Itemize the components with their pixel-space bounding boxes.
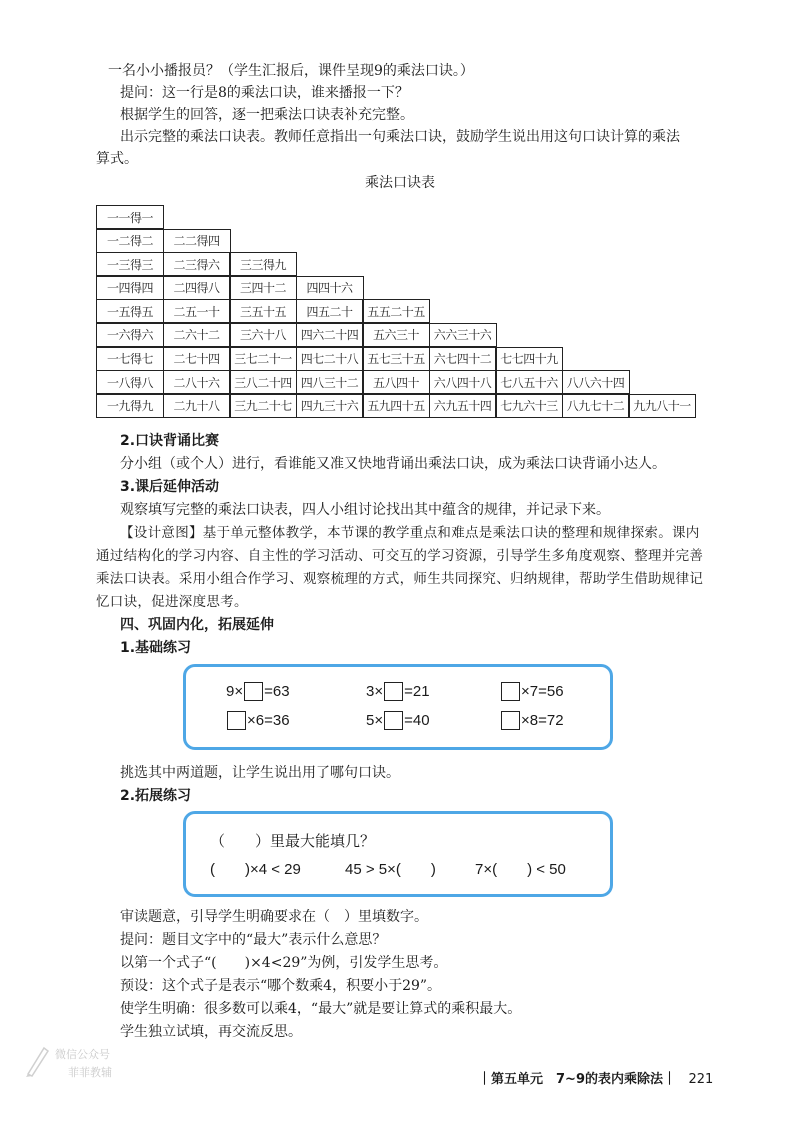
table-cell: 三七二十一 <box>229 347 297 371</box>
table-cell: 四九三十六 <box>296 394 364 418</box>
section-heading: 2.口诀背诵比赛 <box>120 433 220 449</box>
table-cell: 一二得二 <box>96 229 164 253</box>
table-cell: 二二得四 <box>163 229 231 253</box>
paragraph: 提问：这一行是8的乘法口诀，谁来播报一下？ <box>120 85 409 101</box>
answer-box[interactable] <box>384 682 403 701</box>
table-cell: 六九五十四 <box>429 394 497 418</box>
paragraph: 挑选其中两道题，让学生说出用了哪句口诀。 <box>120 765 400 781</box>
exercise-question: （ ）里最大能填几？ <box>210 832 376 850</box>
paragraph: 分小组（或个人）进行，看谁能又准又快地背诵出乘法口诀，成为乘法口诀背诵小达人。 <box>120 456 666 472</box>
table-cell: 一一得一 <box>96 205 164 229</box>
pen-icon <box>24 1044 50 1078</box>
design-intent-line: 忆口诀，促进深度思考。 <box>96 594 248 610</box>
exercise-item: ×7=56 <box>500 682 564 701</box>
table-row <box>96 347 695 371</box>
watermark-line: 微信公众号 <box>55 1048 110 1061</box>
paragraph: 以第一个式子“( )×4<29”为例，引发学生思考。 <box>120 955 448 971</box>
table-row <box>96 276 695 300</box>
subsection-heading: 2.拓展练习 <box>120 788 192 804</box>
table-cell: 三九二十七 <box>229 394 297 418</box>
section-heading: 3.课后延伸活动 <box>120 479 220 495</box>
table-cell: 三八二十四 <box>229 370 297 394</box>
table-cell: 三三得九 <box>229 252 297 276</box>
answer-box[interactable] <box>227 711 246 730</box>
table-row <box>96 205 695 229</box>
table-cell: 二三得六 <box>163 252 231 276</box>
table-cell: 三四十二 <box>229 276 297 300</box>
paragraph: 提问：题目文字中的“最大”表示什么意思？ <box>120 932 387 948</box>
exercise-item: 7×( ) < 50 <box>475 861 566 878</box>
table-row <box>96 370 695 394</box>
table-cell: 七九六十三 <box>495 394 563 418</box>
paragraph: 使学生明确：很多数可以乘4，“最大”就是要让算式的乘积最大。 <box>120 1001 522 1017</box>
paragraph: 观察填写完整的乘法口诀表，四人小组讨论找出其中蕴含的规律，并记录下来。 <box>120 502 610 518</box>
answer-box[interactable] <box>501 711 520 730</box>
table-cell: 四五二十 <box>296 299 364 323</box>
table-cell: 四六二十四 <box>296 323 364 347</box>
table-cell: 五七三十五 <box>362 347 430 371</box>
watermark-line: 菲菲教辅 <box>68 1066 112 1079</box>
answer-box[interactable] <box>501 682 520 701</box>
table-cell: 一六得六 <box>96 323 164 347</box>
table-cell: 一五得五 <box>96 299 164 323</box>
paragraph: 算式。 <box>96 151 138 167</box>
table-cell: 一九得九 <box>96 394 164 418</box>
table-row <box>96 394 695 418</box>
exercise-item: ×8=72 <box>500 711 564 730</box>
paragraph: 审读题意，引导学生明确要求在（ ）里填数字。 <box>120 909 428 925</box>
table-cell: 二八十六 <box>163 370 231 394</box>
table-cell: 四八三十二 <box>296 370 364 394</box>
exercise-item: ( )×4 < 29 <box>210 861 301 878</box>
table-cell: 三六十八 <box>229 323 297 347</box>
extended-exercise-box <box>183 811 613 897</box>
paragraph: 预设：这个式子是表示“哪个数乘4，积要小于29”。 <box>120 978 442 994</box>
table-cell: 一八得八 <box>96 370 164 394</box>
table-row <box>96 252 695 276</box>
table-row <box>96 229 695 253</box>
answer-box[interactable] <box>384 711 403 730</box>
answer-box[interactable] <box>244 682 263 701</box>
table-cell: 一七得七 <box>96 347 164 371</box>
table-cell: 二七十四 <box>163 347 231 371</box>
table-title: 乘法口诀表 <box>365 175 435 191</box>
exercise-item: 9× =63 <box>226 683 290 700</box>
footer-unit: ｜第五单元 7~9的表内乘除法｜ <box>478 1072 676 1087</box>
multiplication-table <box>96 205 695 417</box>
table-cell: 七七四十九 <box>495 347 563 371</box>
table-row <box>96 323 695 347</box>
table-row <box>96 299 695 323</box>
page-footer <box>478 1068 713 1087</box>
table-cell: 八九七十二 <box>562 394 630 418</box>
design-intent-line: 通过结构化的学习内容、自主性的学习活动、可交互的学习资源，引导学生多角度观察、整理并完善 <box>96 548 704 564</box>
exercise-item: 45 > 5×( ) <box>345 861 436 878</box>
exercise-item: 5× =40 <box>366 712 430 729</box>
table-cell: 四七二十八 <box>296 347 364 371</box>
table-cell: 二四得八 <box>163 276 231 300</box>
table-cell: 九九八十一 <box>628 394 696 418</box>
section-heading: 四、巩固内化，拓展延伸 <box>120 617 274 633</box>
paragraph: 根据学生的回答，逐一把乘法口诀表补充完整。 <box>120 107 414 123</box>
subsection-heading: 1.基础练习 <box>120 640 192 656</box>
table-cell: 二五一十 <box>163 299 231 323</box>
table-cell: 四四十六 <box>296 276 364 300</box>
table-cell: 六七四十二 <box>429 347 497 371</box>
table-cell: 五五二十五 <box>362 299 430 323</box>
page-number: 221 <box>688 1072 714 1087</box>
table-cell: 六八四十八 <box>429 370 497 394</box>
watermark <box>30 1042 140 1092</box>
exercise-item: ×6=36 <box>226 711 290 730</box>
exercise-item: 3× =21 <box>366 683 430 700</box>
table-cell: 二九十八 <box>163 394 231 418</box>
table-cell: 一三得三 <box>96 252 164 276</box>
paragraph: 学生独立试填，再交流反思。 <box>120 1024 302 1040</box>
table-cell: 八八六十四 <box>562 370 630 394</box>
table-cell: 一四得四 <box>96 276 164 300</box>
design-intent-line: 乘法口诀表。采用小组合作学习、观察梳理的方式，师生共同探究、归纳规律，帮助学生借助规律记 <box>96 571 704 587</box>
table-cell: 六六三十六 <box>429 323 497 347</box>
table-cell: 二六十二 <box>163 323 231 347</box>
table-cell: 七八五十六 <box>495 370 563 394</box>
table-cell: 五八四十 <box>362 370 430 394</box>
table-cell: 三五十五 <box>229 299 297 323</box>
table-cell: 五六三十 <box>362 323 430 347</box>
design-intent-line: 【设计意图】基于单元整体教学，本节课的教学重点和难点是乘法口诀的整理和规律探索。课内 <box>120 525 700 541</box>
basic-exercise-box <box>183 664 613 750</box>
table-cell: 五九四十五 <box>362 394 430 418</box>
paragraph: 出示完整的乘法口诀表。教师任意指出一句乘法口诀，鼓励学生说出用这句口诀计算的乘法 <box>120 129 680 145</box>
paragraph: 一名小小播报员？（学生汇报后，课件呈现9的乘法口诀。） <box>108 63 474 79</box>
